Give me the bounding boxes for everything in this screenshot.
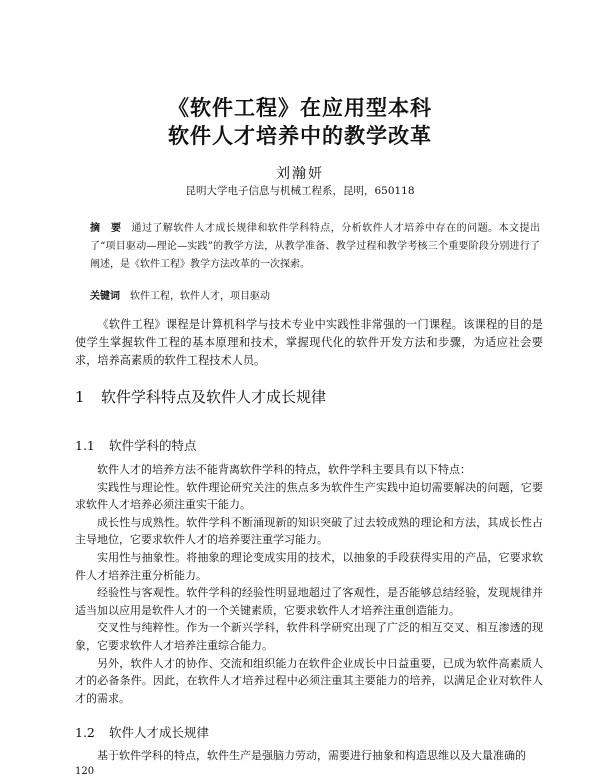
author-name: 刘瀚妍 [276,166,324,182]
paragraph: 实践性与理论性。软件理论研究关注的焦点多为软件生产实践中迫切需要解决的问题，它要求软件人才培养必须注重实干能力。 [75,480,543,512]
author-affiliation: 昆明大学电子信息与机械工程系，昆明，650118 [185,185,415,197]
paper-title-line-1: 《软件工程》在应用型本科 [168,96,432,120]
section-1-1-title: 软件学科的特点 [109,438,197,453]
introduction [75,316,543,370]
section-1-2-number: 1.2 [75,725,95,740]
section-1-1-heading [75,436,197,454]
page-number: 120 [75,766,95,777]
section-1-2-body [75,747,543,765]
paragraph: 另外，软件人才的协作、交流和组织能力在软件企业成长中日益重要，已成为软件高素质人才的必备条件。因此，在软件人才培养过程中必须注重其主要能力的培养，以满足企业对软件人才的需求。 [75,656,543,705]
paragraph: 成长性与成熟性。软件学科不断涌现新的知识突破了过去较成熟的理论和方法，其成长性占主导地位，它要求软件人才的培养要注重学习能力。 [75,515,543,547]
section-1-heading [75,386,326,407]
section-1-title: 软件学科特点及软件人才成长规律 [101,388,327,406]
abstract-text: 通过了解软件人才成长规律和软件学科特点，分析软件人才培养中存在的问题。本文提出了“项目驱动—理论—实践”的教学方法，从教学准备、教学过程和教学考核三个重要阶段分别进行了阐述，是《软件工程》教学方法改革的一次探索。 [90,223,541,270]
paper-title-line-2: 软件人才培养中的教学改革 [168,124,432,148]
paragraph: 交叉性与纯粹性。作为一个新兴学科，软件科学研究出现了广泛的相互交叉、相互渗透的现象，它要求软件人才培养注重综合能力。 [75,621,543,652]
keywords [90,287,540,302]
paragraph: 基于软件学科的特点，软件生产是强脑力劳动，需要进行抽象和构造思维以及大量准确的 [97,749,526,762]
abstract-label: 摘 要 [90,223,122,234]
keywords-label: 关键词 [90,291,120,302]
section-1-2-title: 软件人才成长规律 [109,725,210,740]
abstract [90,220,540,274]
paragraph: 软件人才的培养方法不能背离软件学科的特点，软件学科主要具有以下特点： [97,463,471,476]
keywords-text: 软件工程，软件人才，项目驱动 [130,291,270,302]
section-1-1-body [75,461,543,707]
intro-paragraph: 《软件工程》课程是计算机科学与技术专业中实践性非常强的一门课程。该课程的目的是使学生掌握软件工程的基本原理和技术，掌握现代化的软件开发方法和步骤，为适应社会要求，培养高素质的软件工程技术人员。 [75,318,543,367]
section-1-1-number: 1.1 [75,438,95,453]
paragraph: 经验性与客观性。软件学科的经验性明显地超过了客观性，是否能够总结经验，发现规律并适当加以应用是软件人才的一个关键素质，它要求软件人才培养注重创造能力。 [75,586,543,617]
section-1-2-heading [75,723,209,741]
section-1-number: 1 [75,388,85,406]
paragraph: 实用性与抽象性。将抽象的理论变成实用的技术，以抽象的手段获得实用的产品，它要求软件人才培养注重分析能力。 [75,550,543,582]
